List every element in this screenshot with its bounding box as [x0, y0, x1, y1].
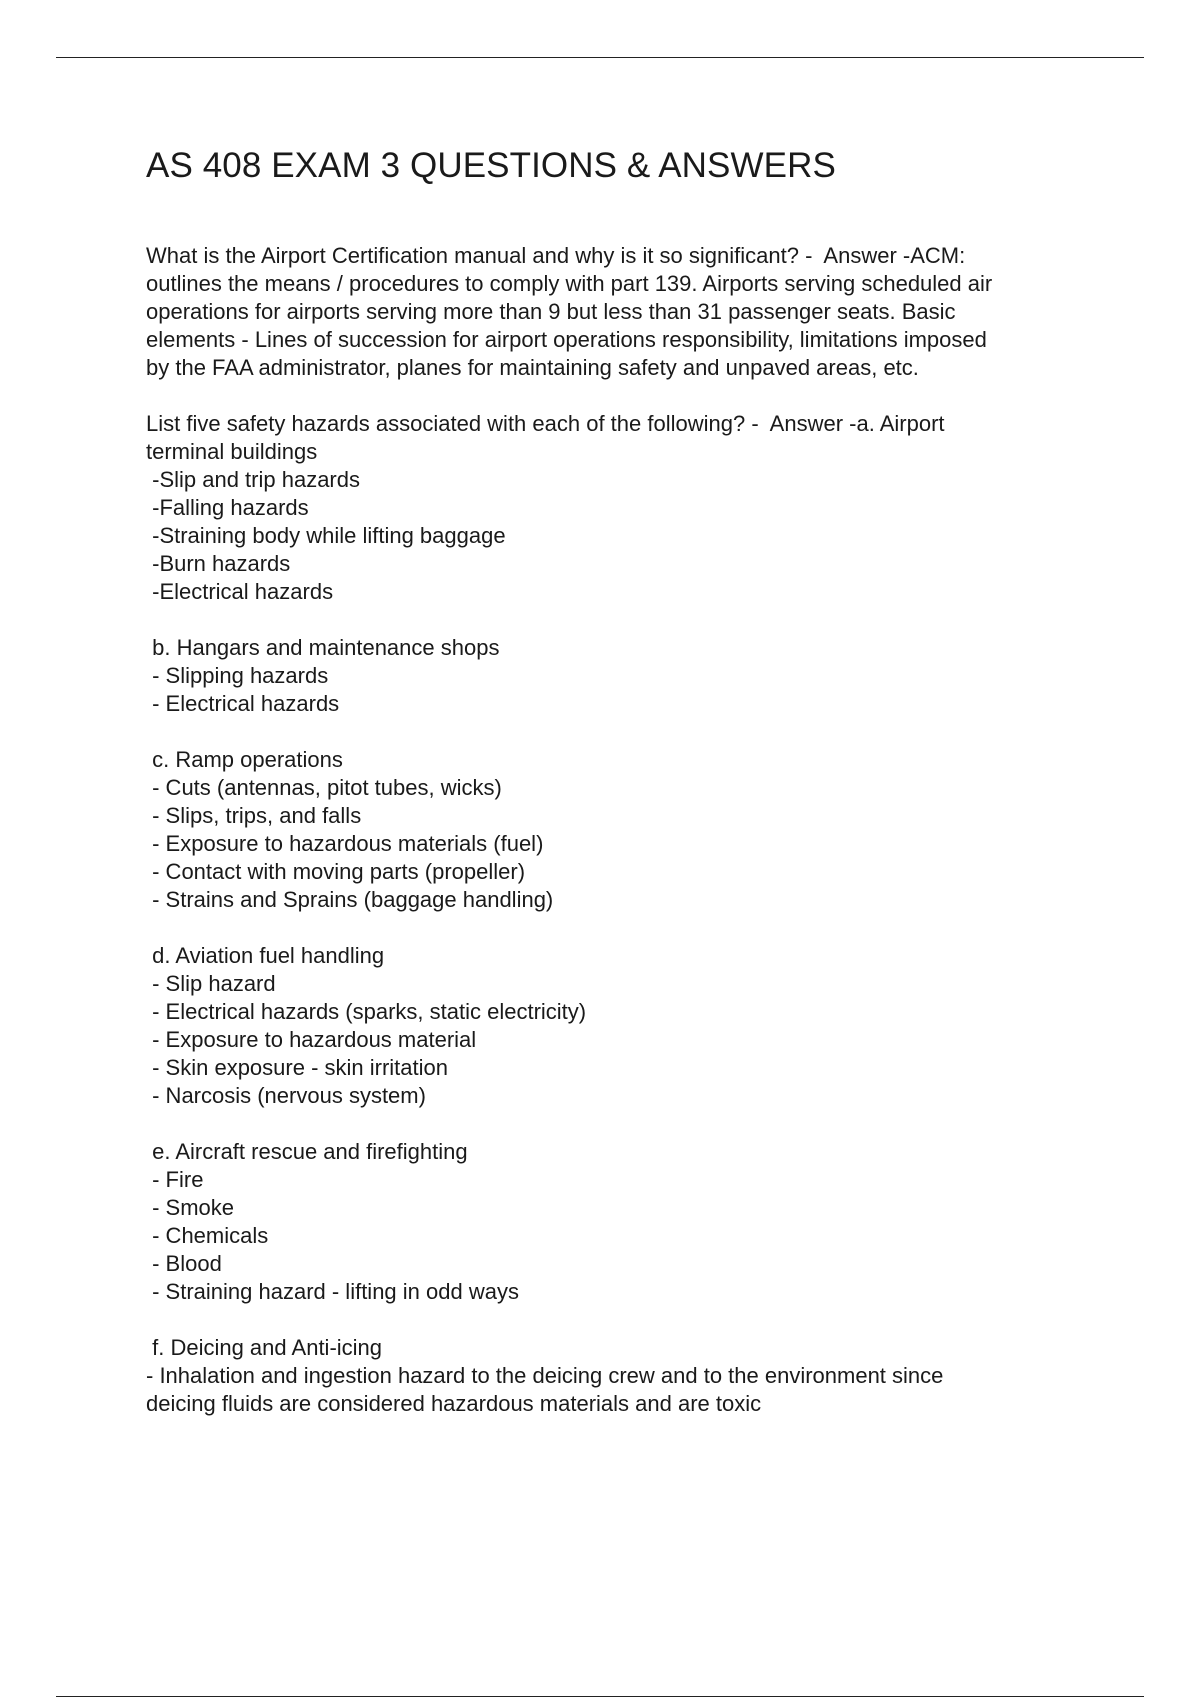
blank-line [146, 718, 1106, 746]
bottom-rule [56, 1696, 1144, 1697]
list-item: - Exposure to hazardous material [146, 1027, 477, 1052]
blank-line [146, 914, 1106, 942]
blank-line [146, 606, 1106, 634]
list-item: - Smoke [146, 1195, 235, 1220]
list-item: - Exposure to hazardous materials (fuel) [146, 831, 544, 856]
blank-line [146, 1110, 1106, 1138]
list-item: -Straining body while lifting baggage [146, 523, 506, 548]
text-line: List five safety hazards associated with each of the following? - Answer -a. Airport [146, 411, 945, 436]
list-item: - Slips, trips, and falls [146, 803, 362, 828]
text-line: - Inhalation and ingestion hazard to the deicing crew and to the environment since [146, 1363, 944, 1388]
list-item: - Blood [146, 1251, 222, 1276]
document-title: AS 408 EXAM 3 QUESTIONS & ANSWERS [146, 146, 836, 185]
list-item: - Electrical hazards [146, 691, 340, 716]
list-item: - Straining hazard - lifting in odd ways [146, 1279, 519, 1304]
list-item: -Falling hazards [146, 495, 309, 520]
text-line: deicing fluids are considered hazardous materials and are toxic [146, 1391, 762, 1416]
text-line: operations for airports serving more than 9 but less than 31 passenger seats. Basic [146, 299, 956, 324]
list-item: - Chemicals [146, 1223, 269, 1248]
question-answer-safety-hazards [146, 410, 1106, 1418]
section-heading: b. Hangars and maintenance shops [146, 635, 500, 660]
text-line: outlines the means / procedures to comply with part 139. Airports serving scheduled air [146, 271, 993, 296]
list-item: - Fire [146, 1167, 204, 1192]
list-item: - Slipping hazards [146, 663, 329, 688]
question-answer-acm [146, 242, 1106, 382]
section-heading: f. Deicing and Anti-icing [146, 1335, 383, 1360]
list-item: - Skin exposure - skin irritation [146, 1055, 448, 1080]
list-item: - Strains and Sprains (baggage handling) [146, 887, 554, 912]
list-item: -Slip and trip hazards [146, 467, 360, 492]
section-heading: c. Ramp operations [146, 747, 343, 772]
text-line: by the FAA administrator, planes for maintaining safety and unpaved areas, etc. [146, 355, 919, 380]
document-body [146, 146, 1106, 1418]
list-item: -Electrical hazards [146, 579, 334, 604]
list-item: - Contact with moving parts (propeller) [146, 859, 526, 884]
top-rule [56, 57, 1144, 58]
list-item: - Slip hazard [146, 971, 276, 996]
list-item: - Electrical hazards (sparks, static electricity) [146, 999, 587, 1024]
list-item: - Narcosis (nervous system) [146, 1083, 426, 1108]
text-line: terminal buildings [146, 439, 318, 464]
list-item: - Cuts (antennas, pitot tubes, wicks) [146, 775, 502, 800]
section-heading: e. Aircraft rescue and firefighting [146, 1139, 468, 1164]
blank-line [146, 1306, 1106, 1334]
section-heading: d. Aviation fuel handling [146, 943, 385, 968]
text-line: elements - Lines of succession for airport operations responsibility, limitations imposed [146, 327, 987, 352]
text-line: What is the Airport Certification manual and why is it so significant? - Answer -ACM: [146, 243, 966, 268]
list-item: -Burn hazards [146, 551, 291, 576]
